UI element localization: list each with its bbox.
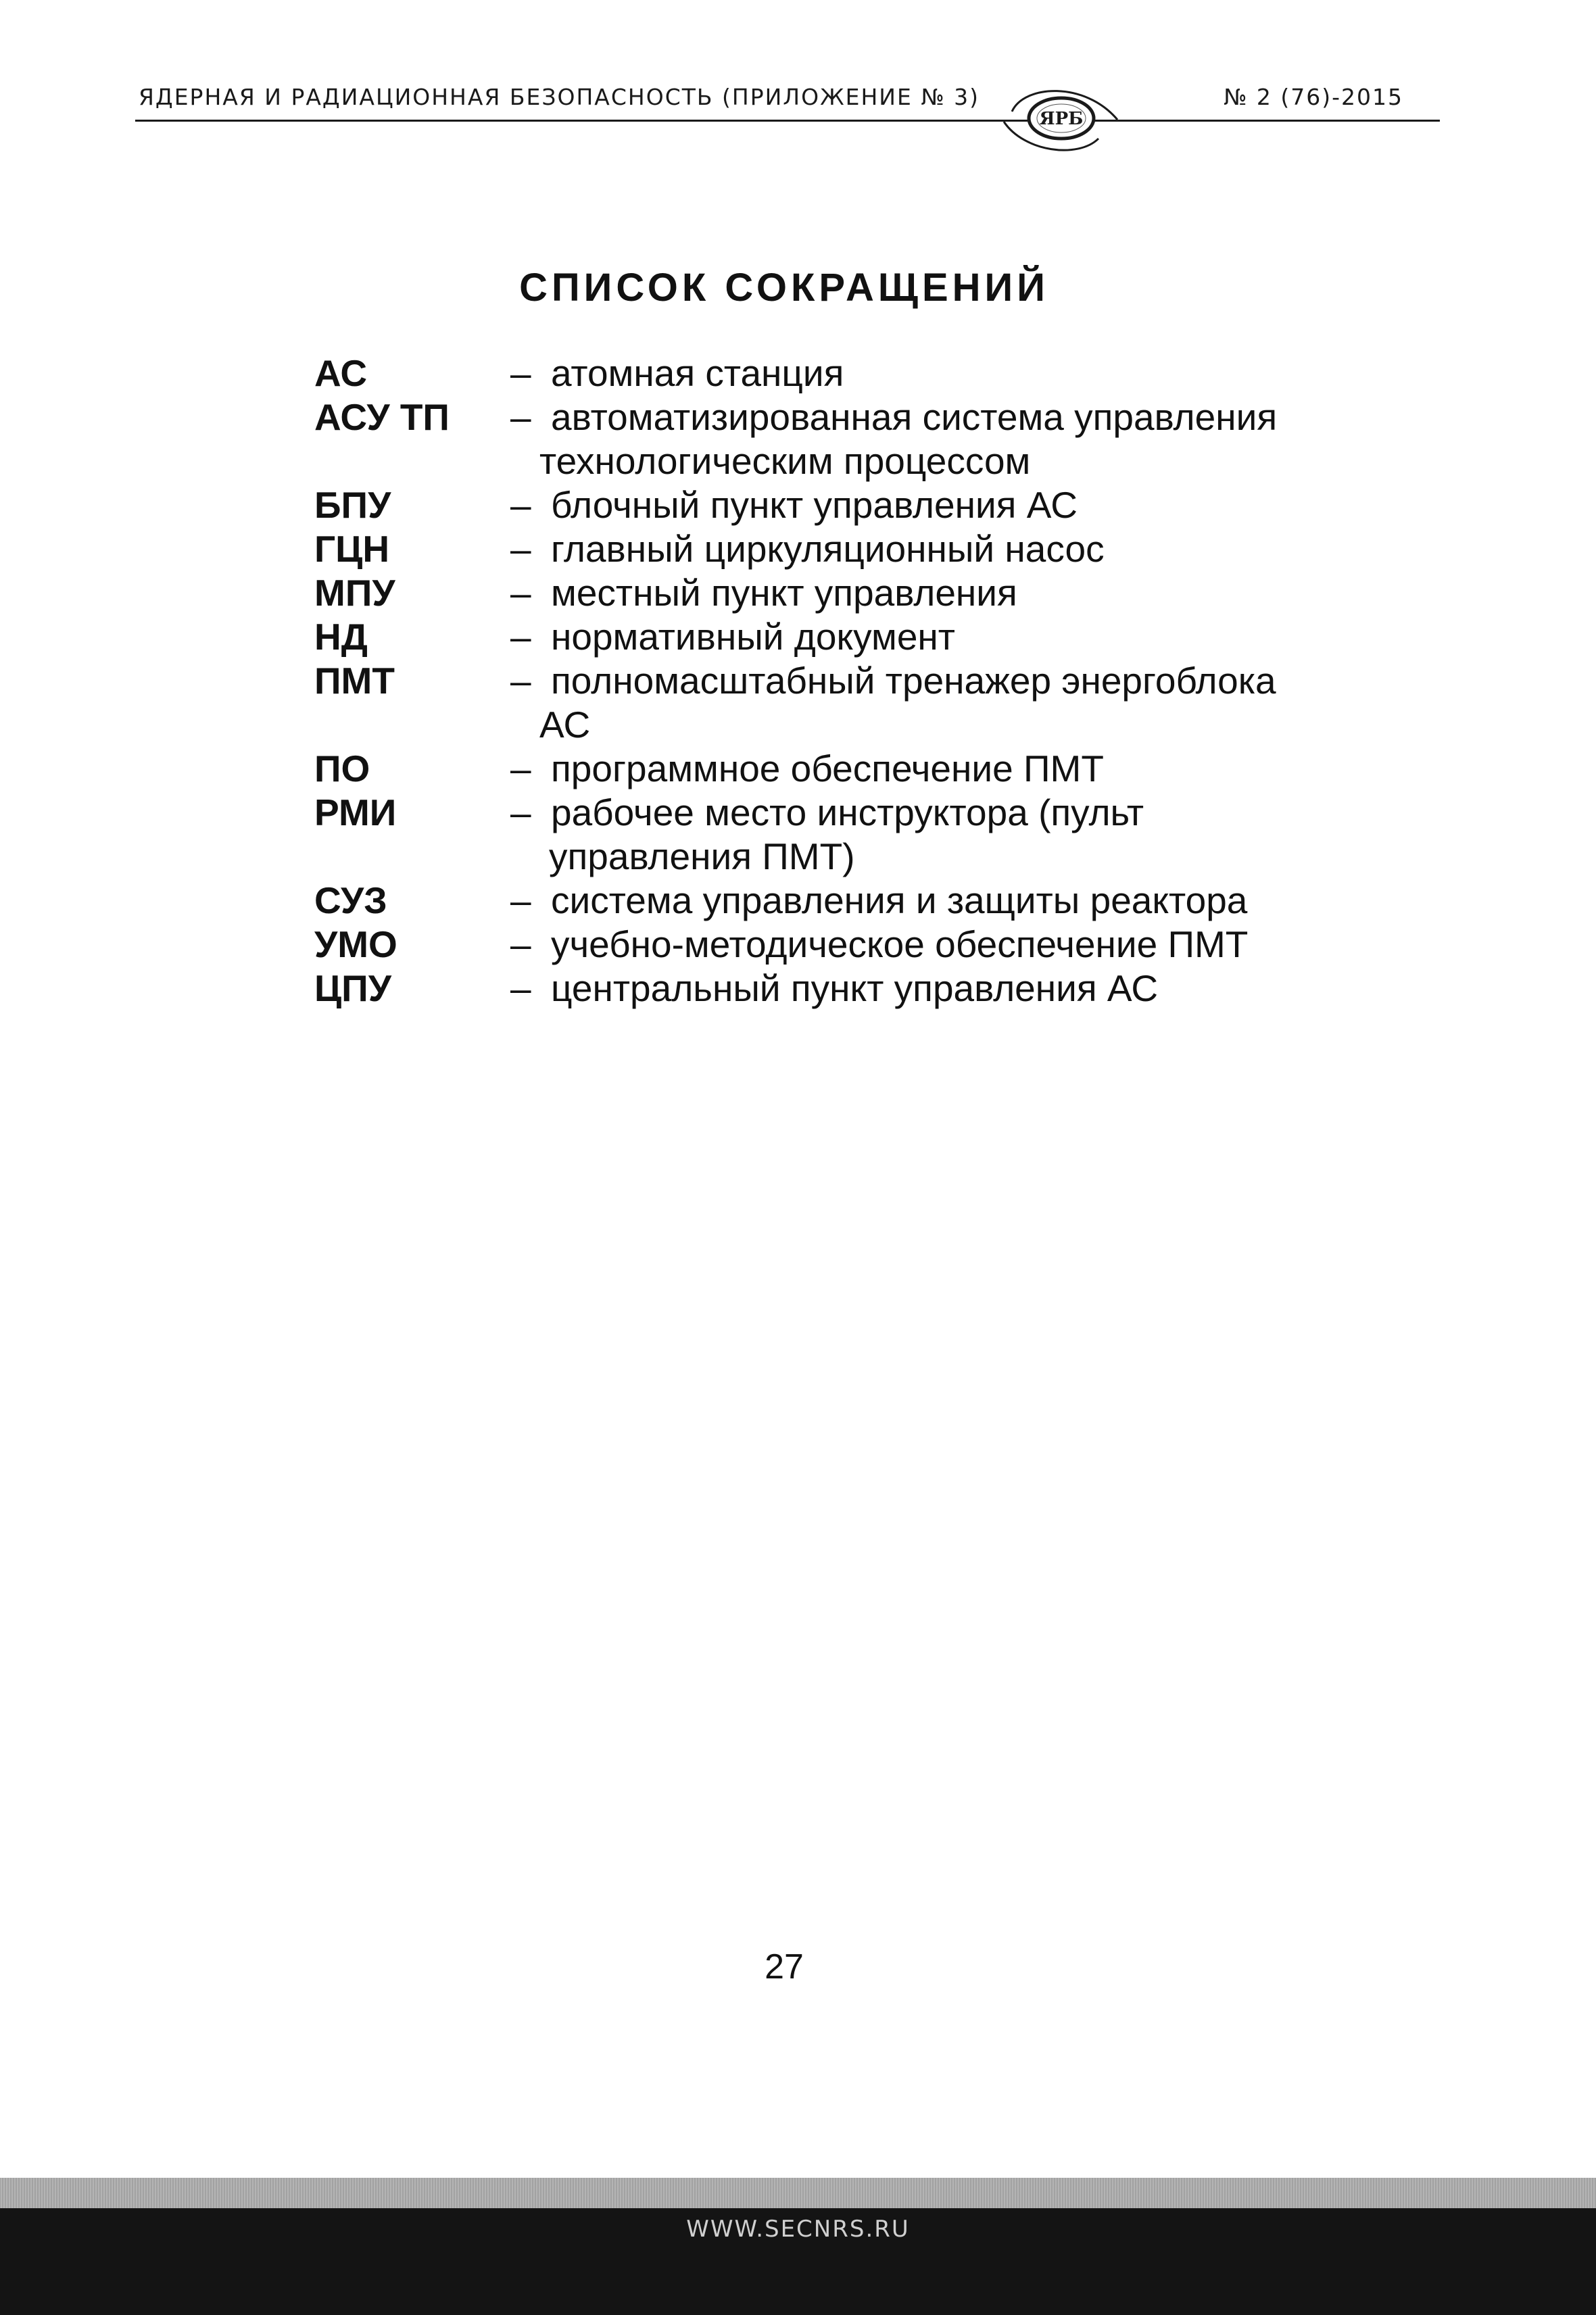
- dash-separator: –: [510, 352, 531, 394]
- footer-band: [0, 2178, 1596, 2208]
- abbreviation-term: СУЗ: [314, 879, 387, 921]
- abbreviation-entry: [0, 615, 1596, 659]
- abbreviation-entry: [0, 747, 1596, 791]
- issue-number: № 2 (76)-2015: [1224, 84, 1403, 110]
- definition-line: главный циркуляционный насос: [551, 528, 1105, 570]
- journal-logo-icon: [997, 71, 1122, 162]
- abbreviation-definition: [539, 659, 1335, 747]
- dash-separator: –: [510, 528, 531, 570]
- abbreviation-term: РМИ: [314, 791, 397, 833]
- journal-title: ЯДЕРНАЯ И РАДИАЦИОННАЯ БЕЗОПАСНОСТЬ (ПРИЛОЖЕНИЕ № 3): [139, 84, 980, 110]
- page-number: 27: [765, 1947, 804, 1987]
- page-title: СПИСОК СОКРАЩЕНИЙ: [519, 266, 1049, 310]
- abbreviation-definition: [551, 483, 1335, 527]
- definition-line: полномасштабный тренажер энергоблока: [551, 660, 1276, 702]
- abbreviation-entry: [0, 879, 1596, 923]
- abbreviation-term: БПУ: [314, 484, 391, 526]
- definition-line: центральный пункт управления АС: [551, 967, 1159, 1009]
- abbreviation-definition: [551, 615, 1335, 659]
- definition-line: АС: [539, 704, 591, 746]
- definition-line: блочный пункт управления АС: [551, 484, 1078, 526]
- abbreviation-definition: [551, 879, 1335, 923]
- dash-separator: –: [510, 660, 531, 702]
- abbreviation-term: ГЦН: [314, 528, 390, 570]
- abbreviation-term: МПУ: [314, 572, 395, 614]
- definition-line: управления ПМТ): [549, 835, 855, 877]
- abbreviation-term: АС: [314, 352, 368, 394]
- dash-separator: –: [510, 396, 531, 438]
- abbreviation-entry: [0, 571, 1596, 615]
- dash-separator: –: [510, 616, 531, 658]
- abbreviation-entry: [0, 967, 1596, 1010]
- dash-separator: –: [510, 572, 531, 614]
- definition-line: программное обеспечение ПМТ: [551, 748, 1104, 789]
- abbreviation-definition: [551, 747, 1335, 791]
- definition-line: нормативный документ: [551, 616, 955, 658]
- header-rule: [135, 120, 1440, 122]
- definition-line: технологическим процессом: [539, 440, 1031, 482]
- abbreviation-definition: [539, 395, 1335, 483]
- abbreviation-entry: [0, 395, 1596, 483]
- footer-url[interactable]: WWW.SECNRS.RU: [686, 2216, 910, 2243]
- abbreviation-term: ПМТ: [314, 660, 395, 702]
- dash-separator: –: [510, 967, 531, 1009]
- abbreviation-entry: [0, 527, 1596, 571]
- definition-line: учебно-методическое обеспечение ПМТ: [551, 923, 1249, 965]
- abbreviation-term: АСУ ТП: [314, 396, 450, 438]
- abbreviation-term: ПО: [314, 748, 370, 789]
- abbreviation-entry: [0, 791, 1596, 879]
- abbreviation-entry: [0, 659, 1596, 747]
- abbreviation-definition: [551, 571, 1335, 615]
- abbreviation-definition: [551, 527, 1335, 571]
- abbreviation-definition: [551, 967, 1335, 1010]
- abbreviation-entry: [0, 483, 1596, 527]
- dash-separator: –: [510, 484, 531, 526]
- definition-line: автоматизированная система управления: [551, 396, 1278, 438]
- abbreviation-entry: [0, 351, 1596, 395]
- abbreviation-list: [0, 351, 1596, 1010]
- logo-text: ЯРБ: [1039, 109, 1084, 129]
- abbreviation-definition: [551, 791, 1335, 879]
- abbreviation-term: НД: [314, 616, 368, 658]
- dash-separator: –: [510, 923, 531, 965]
- dash-separator: –: [510, 879, 531, 921]
- abbreviation-term: ЦПУ: [314, 967, 391, 1009]
- dash-separator: –: [510, 791, 531, 833]
- abbreviation-definition: [551, 351, 1335, 395]
- definition-line: местный пункт управления: [551, 572, 1017, 614]
- abbreviation-definition: [551, 923, 1335, 967]
- definition-line: атомная станция: [551, 352, 844, 394]
- abbreviation-term: УМО: [314, 923, 397, 965]
- dash-separator: –: [510, 748, 531, 789]
- abbreviation-entry: [0, 923, 1596, 967]
- definition-line: система управления и защиты реактора: [551, 879, 1248, 921]
- definition-line: рабочее место инструктора (пульт: [551, 791, 1144, 833]
